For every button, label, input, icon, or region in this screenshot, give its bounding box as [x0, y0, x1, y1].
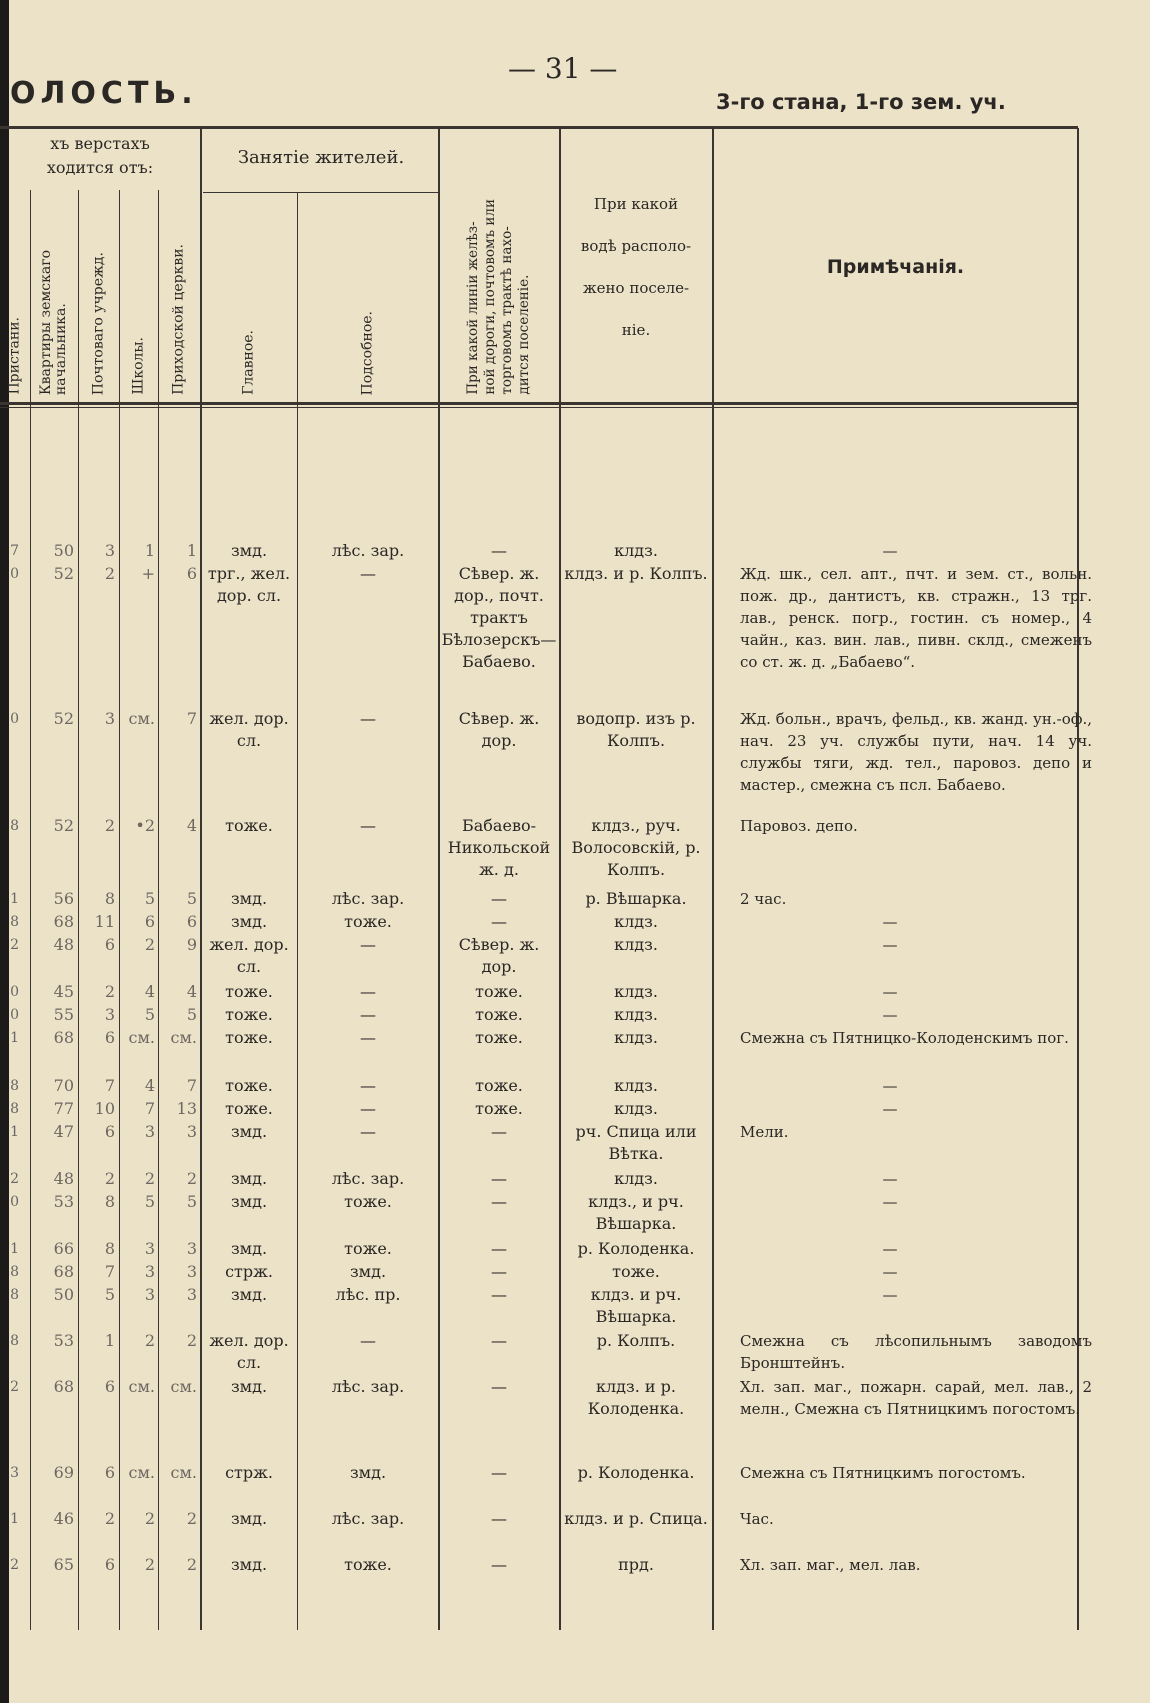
- dist-school-cell: 3: [144, 1239, 155, 1258]
- dist-church-cell: 6: [186, 564, 197, 583]
- dist-zemsky-cell: 48: [53, 935, 74, 954]
- water-cell: клдз.: [614, 1028, 658, 1047]
- note-cell: Смежна съ Пятницкимъ погостомъ.: [740, 1464, 1026, 1482]
- col-divider: [712, 128, 714, 1630]
- dist-church-cell: 2: [186, 1555, 197, 1574]
- header-notes: Примѣчанія.: [826, 256, 965, 278]
- row-edge-digit: 8: [10, 1264, 19, 1280]
- dist-school-cell: см.: [128, 1028, 155, 1047]
- volost-heading-fragment: ОЛОСТЬ.: [10, 76, 198, 111]
- header-bottom-rule: [0, 402, 1078, 405]
- note-cell: —: [882, 1100, 898, 1118]
- occupation-secondary-cell: лѣс. зар.: [331, 1509, 405, 1528]
- dist-zemsky-cell: 56: [53, 889, 74, 908]
- railway-cell: Сѣвер. ж. дор.: [458, 935, 540, 976]
- row-edge-digit: 1: [10, 1030, 19, 1046]
- note-cell: Смежна съ Пятницко-Колоденскимъ пог.: [740, 1029, 1069, 1047]
- header-railway: [438, 130, 559, 395]
- railway-cell: —: [491, 1377, 507, 1396]
- row-edge-digit: 1: [10, 1511, 19, 1527]
- note-cell: —: [882, 1193, 898, 1211]
- railway-cell: —: [491, 1331, 507, 1350]
- dist-church-cell: см.: [170, 1463, 197, 1482]
- occupation-secondary-cell: —: [360, 1076, 376, 1095]
- header-water-line: При какой: [593, 195, 679, 213]
- header-zemsky: [30, 190, 78, 395]
- header-church-text: Приходской церкви.: [170, 244, 187, 395]
- occupation-secondary-cell: —: [360, 709, 376, 728]
- occupation-secondary-cell: —: [360, 1028, 376, 1047]
- dist-school-cell: 2: [144, 935, 155, 954]
- dist-zemsky-cell: 45: [53, 982, 74, 1001]
- occupation-secondary-cell: —: [360, 1122, 376, 1141]
- occupation-secondary-cell: лѣс. зар.: [331, 541, 405, 560]
- occupation-main-cell: жел. дор. сл.: [209, 1331, 289, 1372]
- railway-cell: —: [491, 912, 507, 931]
- dist-school-cell: 3: [144, 1262, 155, 1281]
- dist-post-cell: 10: [94, 1099, 115, 1118]
- row-edge-digit: 1: [10, 1241, 19, 1257]
- water-cell: клдз., и рч. Вѣшарка.: [588, 1192, 684, 1233]
- note-cell: —: [882, 1170, 898, 1188]
- col-divider: [78, 190, 79, 1630]
- dist-church-cell: 2: [186, 1331, 197, 1350]
- row-edge-digit: 8: [10, 1101, 19, 1117]
- dist-church-cell: 3: [186, 1122, 197, 1141]
- note-cell: Смежна съ лѣсопильнымъ заводомъ Бронштейнъ.: [740, 1332, 1092, 1372]
- header-secondary-text: Подсобное.: [359, 310, 375, 395]
- dist-school-cell: 7: [144, 1099, 155, 1118]
- occupation-secondary-cell: —: [360, 816, 376, 835]
- dist-church-cell: 13: [176, 1099, 197, 1118]
- row-edge-digit: 0: [10, 566, 19, 582]
- row-edge-digit: 0: [10, 984, 19, 1000]
- occupation-secondary-cell: —: [360, 1331, 376, 1350]
- dist-post-cell: 3: [104, 1005, 115, 1024]
- dist-school-cell: 3: [144, 1122, 155, 1141]
- railway-cell: Бабаево-Никольской ж. д.: [447, 816, 551, 879]
- railway-cell: тоже.: [475, 982, 523, 1001]
- dist-post-cell: 7: [104, 1262, 115, 1281]
- dist-post-cell: 3: [104, 709, 115, 728]
- water-cell: клдз. и р. Колпъ.: [564, 564, 708, 583]
- dist-zemsky-cell: 50: [53, 541, 74, 560]
- dist-post-cell: 2: [104, 1509, 115, 1528]
- distance-group-header: [0, 132, 200, 180]
- dist-post-cell: 6: [104, 1463, 115, 1482]
- note-cell: —: [882, 1077, 898, 1095]
- header-railway-line: ной дороги, почтовомъ или: [481, 199, 498, 395]
- row-edge-digit: 1: [10, 891, 19, 907]
- row-edge-digit: 8: [10, 1333, 19, 1349]
- water-cell: рч. Спица или Вѣтка.: [575, 1122, 697, 1163]
- row-edge-digit: 0: [10, 711, 19, 727]
- dist-church-cell: см.: [170, 1377, 197, 1396]
- water-cell: клдз.: [614, 1076, 658, 1095]
- occupation-main-cell: змд.: [230, 1509, 268, 1528]
- dist-zemsky-cell: 69: [53, 1463, 74, 1482]
- row-edge-digit: 0: [10, 1194, 19, 1210]
- dist-church-cell: 3: [186, 1285, 197, 1304]
- dist-zemsky-cell: 53: [53, 1331, 74, 1350]
- dist-church-cell: 3: [186, 1239, 197, 1258]
- dist-church-cell: 4: [186, 982, 197, 1001]
- dist-zemsky-cell: 70: [53, 1076, 74, 1095]
- header-pristan: [0, 190, 30, 395]
- dist-school-cell: +: [141, 564, 155, 583]
- dist-post-cell: 8: [104, 1192, 115, 1211]
- dist-school-cell: 2: [144, 1169, 155, 1188]
- railway-cell: —: [491, 1192, 507, 1211]
- dist-post-cell: 8: [104, 1239, 115, 1258]
- dist-zemsky-cell: 50: [53, 1285, 74, 1304]
- occupation-main-cell: змд.: [230, 1169, 268, 1188]
- header-water-line: ніе.: [621, 321, 651, 339]
- dist-post-cell: 5: [104, 1285, 115, 1304]
- occupation-main-cell: змд.: [230, 912, 268, 931]
- occupation-secondary-cell: тоже.: [344, 1239, 392, 1258]
- col-divider: [559, 128, 561, 1630]
- water-cell: тоже.: [612, 1262, 660, 1281]
- note-cell: —: [882, 983, 898, 1001]
- row-edge-digit: 8: [10, 914, 19, 930]
- distance-group-line: ходится отъ:: [46, 158, 154, 177]
- header-railway-line: При какой линіи желѣз-: [464, 221, 481, 395]
- railway-cell: —: [491, 1239, 507, 1258]
- header-railway-line: дится поселеніе.: [515, 275, 532, 395]
- dist-zemsky-cell: 66: [53, 1239, 74, 1258]
- row-edge-digit: 8: [10, 1078, 19, 1094]
- occupation-main-cell: жел. дор. сл.: [209, 935, 289, 976]
- header-zemsky-line: начальника.: [53, 302, 69, 395]
- dist-church-cell: 5: [186, 1005, 197, 1024]
- dist-church-cell: 9: [186, 935, 197, 954]
- occupation-secondary-cell: —: [360, 982, 376, 1001]
- dist-zemsky-cell: 77: [53, 1099, 74, 1118]
- occupation-main-cell: змд.: [230, 1122, 268, 1141]
- dist-school-cell: 5: [144, 889, 155, 908]
- dist-school-cell: 4: [144, 982, 155, 1001]
- dist-zemsky-cell: 52: [53, 709, 74, 728]
- occupation-main-cell: жел. дор. сл.: [209, 709, 289, 750]
- header-railway-text: [465, 199, 533, 395]
- dist-school-cell: 2: [144, 1509, 155, 1528]
- water-cell: клдз.: [614, 1169, 658, 1188]
- railway-cell: —: [491, 1262, 507, 1281]
- dist-zemsky-cell: 48: [53, 1169, 74, 1188]
- occupation-secondary-cell: змд.: [349, 1262, 387, 1281]
- col-divider: [297, 192, 298, 1630]
- dist-school-cell: см.: [128, 1377, 155, 1396]
- occupation-main-cell: змд.: [230, 541, 268, 560]
- occupation-secondary-cell: —: [360, 564, 376, 583]
- water-cell: р. Колоденка.: [577, 1463, 695, 1482]
- dist-zemsky-cell: 65: [53, 1555, 74, 1574]
- water-cell: клдз. и р. Колоденка.: [587, 1377, 685, 1418]
- row-edge-digit: 0: [10, 1007, 19, 1023]
- dist-church-cell: 3: [186, 1262, 197, 1281]
- dist-zemsky-cell: 46: [53, 1509, 74, 1528]
- dist-post-cell: 6: [104, 1377, 115, 1396]
- note-cell: Хл. зап. маг., пожарн. сарай, мел. лав., 2 мелн., Смежна съ Пятницкимъ погостомъ.: [740, 1378, 1092, 1418]
- dist-post-cell: 6: [104, 1028, 115, 1047]
- dist-zemsky-cell: 68: [53, 1262, 74, 1281]
- water-cell: р. Вѣшарка.: [585, 889, 687, 908]
- note-cell: Хл. зап. маг., мел. лав.: [740, 1556, 921, 1574]
- header-main-text: Главное.: [240, 330, 256, 395]
- dist-school-cell: 2: [144, 1331, 155, 1350]
- dist-zemsky-cell: 53: [53, 1192, 74, 1211]
- dist-post-cell: 6: [104, 1555, 115, 1574]
- occupation-main-cell: змд.: [230, 1555, 268, 1574]
- occupation-main-cell: змд.: [230, 1377, 268, 1396]
- occupation-secondary-cell: тоже.: [344, 1192, 392, 1211]
- occupation-secondary-cell: лѣс. зар.: [331, 1169, 405, 1188]
- occupation-main-cell: змд.: [230, 1239, 268, 1258]
- water-cell: р. Колпъ.: [596, 1331, 676, 1350]
- water-cell: клдз.: [614, 912, 658, 931]
- occupation-secondary-cell: лѣс. пр.: [335, 1285, 401, 1304]
- water-cell: прд.: [618, 1555, 654, 1574]
- dist-school-cell: 6: [144, 912, 155, 931]
- header-schools-text: Школы.: [130, 337, 146, 395]
- railway-cell: тоже.: [475, 1028, 523, 1047]
- railway-cell: —: [491, 1122, 507, 1141]
- occupation-secondary-cell: тоже.: [344, 912, 392, 931]
- note-cell: Час.: [740, 1510, 774, 1528]
- header-post-text: Почтоваго учрежд.: [90, 251, 106, 395]
- railway-cell: —: [491, 1555, 507, 1574]
- railway-cell: —: [491, 1169, 507, 1188]
- note-cell: —: [882, 1286, 898, 1304]
- occupation-secondary-cell: —: [360, 1005, 376, 1024]
- row-edge-digit: 8: [10, 1287, 19, 1303]
- row-edge-digit: 3: [10, 1465, 19, 1481]
- dist-school-cell: 2: [144, 1555, 155, 1574]
- water-cell: клдз.: [614, 541, 658, 560]
- dist-post-cell: 2: [104, 816, 115, 835]
- occupation-main-cell: змд.: [230, 1285, 268, 1304]
- railway-cell: Сѣвер. ж. дор.: [458, 709, 540, 750]
- water-cell: клдз.: [614, 1005, 658, 1024]
- water-cell: клдз. и рч. Вѣшарка.: [590, 1285, 682, 1326]
- dist-church-cell: 4: [186, 816, 197, 835]
- row-edge-digit: 2: [10, 1557, 19, 1573]
- header-zemsky-text: [39, 250, 69, 395]
- note-cell: Жд. шк., сел. апт., пчт. и зем. ст., вольн. пож. др., дантистъ, кв. стражн., 13 трг. лав., ренск. погр., гостин. съ номер., 4 чайн., каз. вин. лав., пивн. склд., смеженъ со ст. ж. д. „Бабаево“.: [740, 565, 1092, 671]
- water-cell: водопр. изъ р. Колпъ.: [576, 709, 696, 750]
- railway-cell: тоже.: [475, 1005, 523, 1024]
- dist-church-cell: 1: [186, 541, 197, 560]
- occupation-main-cell: змд.: [230, 1192, 268, 1211]
- dist-church-cell: 2: [186, 1509, 197, 1528]
- row-edge-digit: 2: [10, 1379, 19, 1395]
- row-edge-digit: 2: [10, 1171, 19, 1187]
- dist-post-cell: 3: [104, 541, 115, 560]
- occupation-main-cell: тоже.: [225, 1028, 273, 1047]
- occupation-main-cell: стрж.: [225, 1463, 273, 1482]
- railway-cell: —: [491, 1509, 507, 1528]
- header-main: [200, 190, 297, 395]
- dist-school-cell: см.: [128, 1463, 155, 1482]
- railway-cell: —: [491, 1463, 507, 1482]
- header-water-line: водѣ располо-: [580, 237, 692, 255]
- dist-church-cell: см.: [170, 1028, 197, 1047]
- dist-school-cell: см.: [128, 709, 155, 728]
- page-number: — 31 —: [508, 52, 618, 85]
- railway-cell: тоже.: [475, 1076, 523, 1095]
- dist-school-cell: 1: [144, 541, 155, 560]
- occupation-main-cell: тоже.: [225, 816, 273, 835]
- water-cell: клдз., руч. Волосовскій, р. Колпъ.: [571, 816, 701, 879]
- header-zemsky-line: Квартиры земскаго: [38, 249, 54, 395]
- dist-post-cell: 1: [104, 1331, 115, 1350]
- row-edge-digit: 8: [10, 818, 19, 834]
- occupation-secondary-cell: лѣс. зар.: [331, 889, 405, 908]
- dist-school-cell: 3: [144, 1285, 155, 1304]
- row-edge-digit: 2: [10, 937, 19, 953]
- header-bottom-rule-2: [0, 407, 1078, 408]
- dist-church-cell: 2: [186, 1169, 197, 1188]
- dist-zemsky-cell: 68: [53, 1028, 74, 1047]
- dist-church-cell: 5: [186, 1192, 197, 1211]
- dist-school-cell: 5: [144, 1192, 155, 1211]
- header-schools: [119, 190, 158, 395]
- dist-zemsky-cell: 68: [53, 1377, 74, 1396]
- dist-church-cell: 7: [186, 1076, 197, 1095]
- header-railway-line: торговомъ трактѣ нахо-: [498, 226, 515, 395]
- note-cell: —: [882, 936, 898, 954]
- dist-post-cell: 6: [104, 935, 115, 954]
- occupation-group-header: Занятіе жителей.: [237, 147, 405, 168]
- occupation-secondary-cell: змд.: [349, 1463, 387, 1482]
- railway-cell: —: [491, 889, 507, 908]
- occupation-secondary-cell: —: [360, 935, 376, 954]
- note-cell: Мели.: [740, 1123, 789, 1141]
- dist-post-cell: 7: [104, 1076, 115, 1095]
- occupation-main-cell: тоже.: [225, 1076, 273, 1095]
- water-cell: клдз. и р. Спица.: [564, 1509, 708, 1528]
- occupation-main-cell: тоже.: [225, 1005, 273, 1024]
- dist-school-cell: 5: [144, 1005, 155, 1024]
- top-rule: [0, 126, 1078, 129]
- dist-zemsky-cell: 47: [53, 1122, 74, 1141]
- dist-church-cell: 6: [186, 912, 197, 931]
- header-pristan-text: Пристани.: [6, 317, 23, 395]
- dist-post-cell: 2: [104, 982, 115, 1001]
- note-cell: —: [882, 1006, 898, 1024]
- water-cell: клдз.: [614, 1099, 658, 1118]
- dist-post-cell: 2: [104, 564, 115, 583]
- railway-cell: тоже.: [475, 1099, 523, 1118]
- dist-zemsky-cell: 52: [53, 564, 74, 583]
- railway-cell: —: [491, 1285, 507, 1304]
- col-divider: [119, 190, 120, 1630]
- row-edge-digit: 7: [10, 543, 19, 559]
- note-cell: —: [882, 1263, 898, 1281]
- row-edge-digit: 1: [10, 1124, 19, 1140]
- note-cell: —: [882, 913, 898, 931]
- note-cell: Паровоз. депо.: [740, 817, 858, 835]
- occupation-main-cell: стрж.: [225, 1262, 273, 1281]
- col-divider: [30, 190, 31, 1630]
- note-cell: Жд. больн., врачъ, фельд., кв. жанд. ун.-оф., нач. 23 уч. службы пути, нач. 14 уч. службы тяги, жд. тел., паровоз. депо и мастер., смежна съ псл. Бабаево.: [740, 710, 1092, 794]
- occupation-main-cell: змд.: [230, 889, 268, 908]
- dist-school-cell: •2: [135, 816, 155, 835]
- header-water-line: жено поселе-: [582, 279, 690, 297]
- occupation-main-cell: трг., жел. дор. сл.: [207, 564, 291, 605]
- district-title: 3-го стана, 1-го зем. уч.: [716, 90, 1006, 114]
- dist-post-cell: 6: [104, 1122, 115, 1141]
- header-water: [560, 183, 712, 351]
- header-church: [158, 190, 200, 395]
- dist-zemsky-cell: 68: [53, 912, 74, 931]
- occupation-secondary-cell: тоже.: [344, 1555, 392, 1574]
- dist-zemsky-cell: 55: [53, 1005, 74, 1024]
- header-post: [78, 190, 119, 395]
- occupation-secondary-cell: —: [360, 1099, 376, 1118]
- header-secondary: [297, 190, 438, 395]
- dist-post-cell: 2: [104, 1169, 115, 1188]
- note-cell: 2 час.: [740, 890, 787, 908]
- water-cell: клдз.: [614, 935, 658, 954]
- dist-post-cell: 11: [94, 912, 115, 931]
- note-cell: —: [882, 542, 898, 560]
- occupation-main-cell: тоже.: [225, 1099, 273, 1118]
- occupation-secondary-cell: лѣс. зар.: [331, 1377, 405, 1396]
- occupation-main-cell: тоже.: [225, 982, 273, 1001]
- railway-cell: —: [491, 541, 507, 560]
- dist-school-cell: 4: [144, 1076, 155, 1095]
- dist-church-cell: 5: [186, 889, 197, 908]
- water-cell: клдз.: [614, 982, 658, 1001]
- dist-zemsky-cell: 52: [53, 816, 74, 835]
- water-cell: р. Колоденка.: [577, 1239, 695, 1258]
- dist-post-cell: 8: [104, 889, 115, 908]
- distance-group-line: хъ верстахъ: [50, 134, 150, 153]
- railway-cell: Сѣвер. ж. дор., почт. трактъ Бѣлозерскъ—Бабаево.: [441, 564, 557, 671]
- col-divider: [158, 190, 159, 1630]
- dist-church-cell: 7: [186, 709, 197, 728]
- note-cell: —: [882, 1240, 898, 1258]
